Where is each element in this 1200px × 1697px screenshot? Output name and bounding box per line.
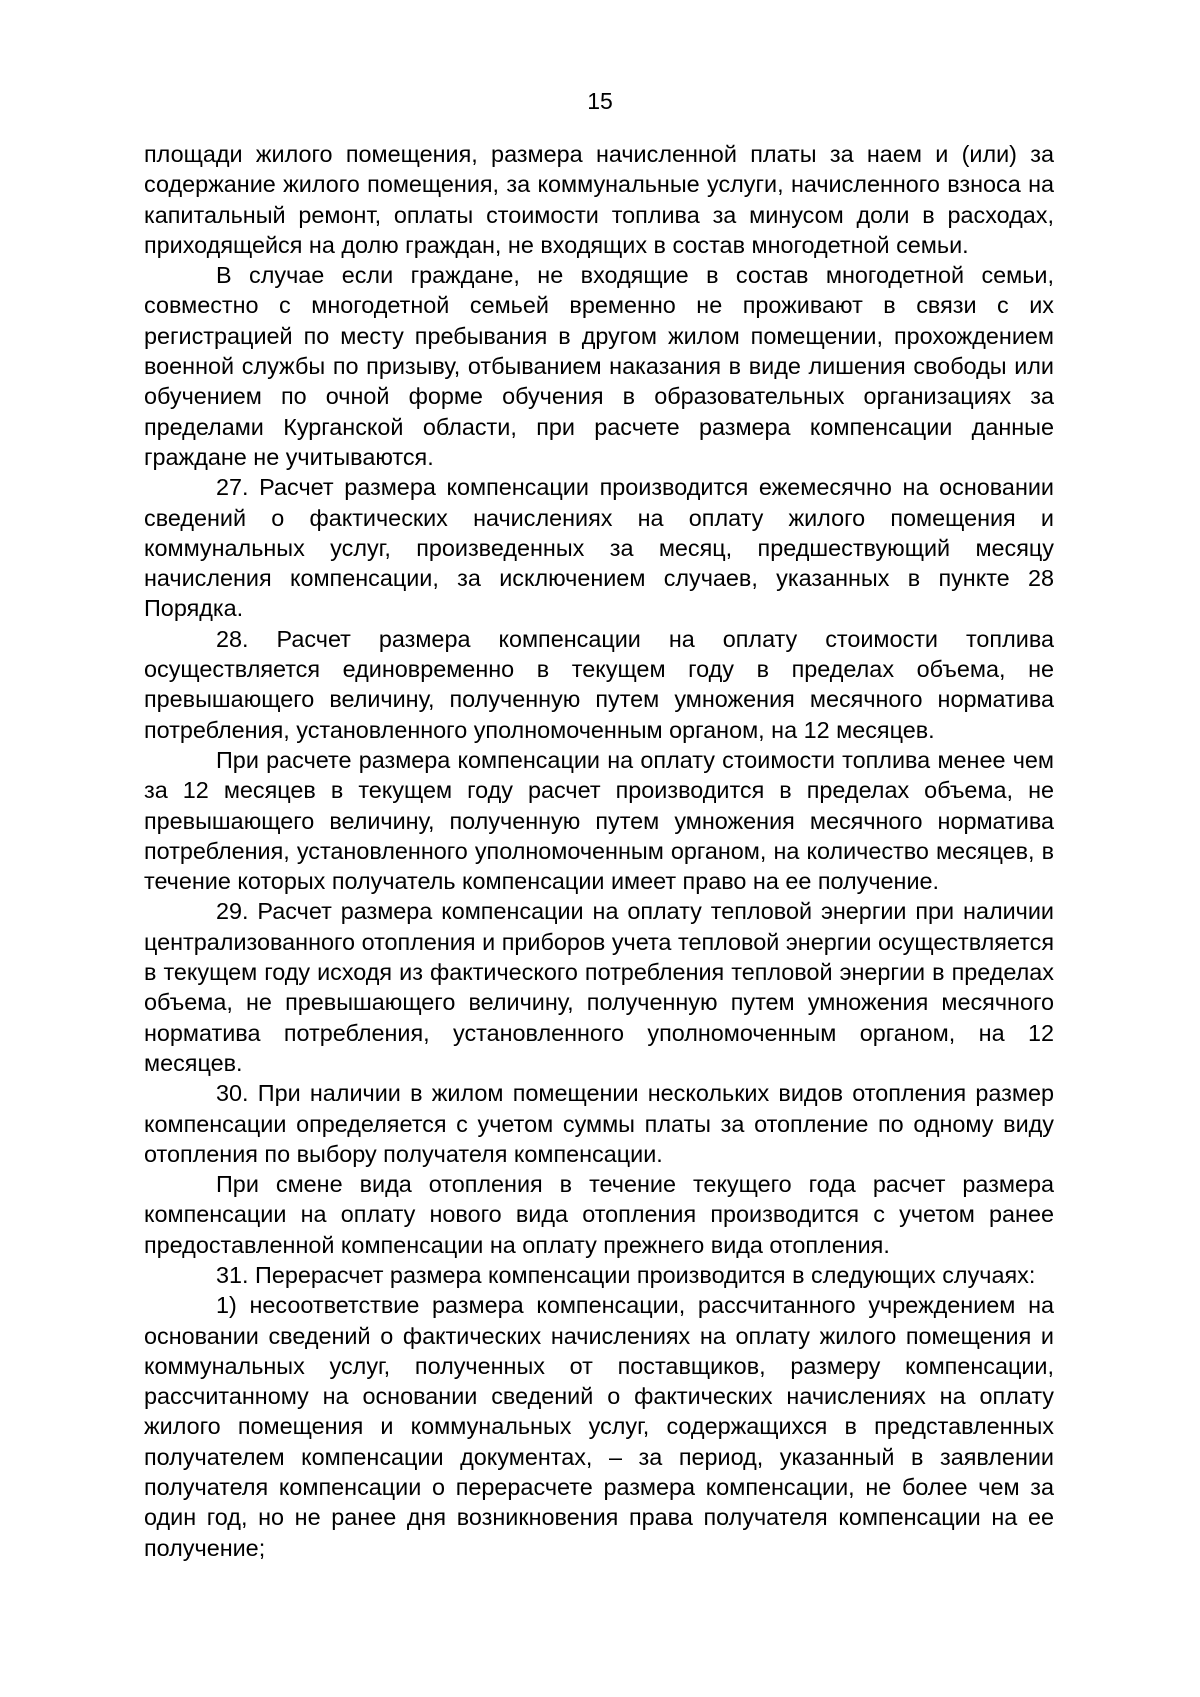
paragraph: В случае если граждане, не входящие в состав многодетной семьи, совместно с многодетной семьей временно не проживают в связи с их регистрацией по месту пребывания в другом жилом помещении, прохождением военной службы по призыву, отбыванием наказания в виде лишения свободы или обучением по очной форме обучения в образовательных организациях за пределами Курганской области, при расчете размера компенсации данные граждане не учитываются.	[144, 262, 1054, 470]
paragraph-item-27: 27. Расчет размера компенсации производится ежемесячно на основании сведений о фактических начислениях на оплату жилого помещения и коммунальных услуг, произведенных за месяц, предшествующий месяцу начисления компенсации, за исключением случаев, указанных в пункте 28 Порядка.	[144, 474, 1054, 622]
document-body	[144, 139, 1054, 1563]
paragraph-subitem-1: 1) несоответствие размера компенсации, рассчитанного учреждением на основании сведений о фактических начислениях на оплату жилого помещения и коммунальных услуг, полученных от поставщиков, размеру компенсации, рассчитанному на основании сведений о фактических начислениях на оплату жилого помещения и коммунальных услуг, содержащихся в представленных получателем компенсации документах, – за период, указанный в заявлении получателя компенсации о перерасчете размера компенсации, не более чем за один год, но не ранее дня возникновения права получателя компенсации на ее получение;	[144, 1292, 1054, 1561]
page-number: 15	[587, 88, 613, 114]
paragraph-continuation: площади жилого помещения, размера начисленной платы за наем и (или) за содержание жилого помещения, за коммунальные услуги, начисленного взноса на капитальный ремонт, оплаты стоимости топлива за минусом доли в расходах, приходящейся на долю граждан, не входящих в состав многодетной семьи.	[144, 141, 1054, 258]
paragraph: При смене вида отопления в течение текущего года расчет размера компенсации на оплату нового вида отопления производится с учетом ранее предоставленной компенсации на оплату прежнего вида отопления.	[144, 1171, 1054, 1258]
paragraph: При расчете размера компенсации на оплату стоимости топлива менее чем за 12 месяцев в текущем году расчет производится в пределах объема, не превышающего величину, полученную путем умножения месячного норматива потребления, установленного уполномоченным органом, на количество месяцев, в течение которых получатель компенсации имеет право на ее получение.	[144, 746, 1054, 895]
paragraph-item-30: 30. При наличии в жилом помещении нескольких видов отопления размер компенсации определяется с учетом суммы платы за отопление по одному виду отопления по выбору получателя компенсации.	[144, 1080, 1054, 1167]
paragraph-item-28: 28. Расчет размера компенсации на оплату стоимости топлива осуществляется единовременно в текущем году в пределах объема, не превышающего величину, полученную путем умножения месячного норматива потребления, установленного уполномоченным органом, на 12 месяцев.	[144, 625, 1054, 743]
paragraph-item-31: 31. Перерасчет размера компенсации производится в следующих случаях:	[216, 1261, 1036, 1288]
paragraph-item-29: 29. Расчет размера компенсации на оплату тепловой энергии при наличии централизованного отопления и приборов учета тепловой энергии осуществляется в текущем году исходя из фактического потребления тепловой энергии в пределах объема, не превышающего величину, полученную путем умножения месячного норматива потребления, установленного уполномоченным органом, на 12 месяцев.	[144, 898, 1054, 1076]
